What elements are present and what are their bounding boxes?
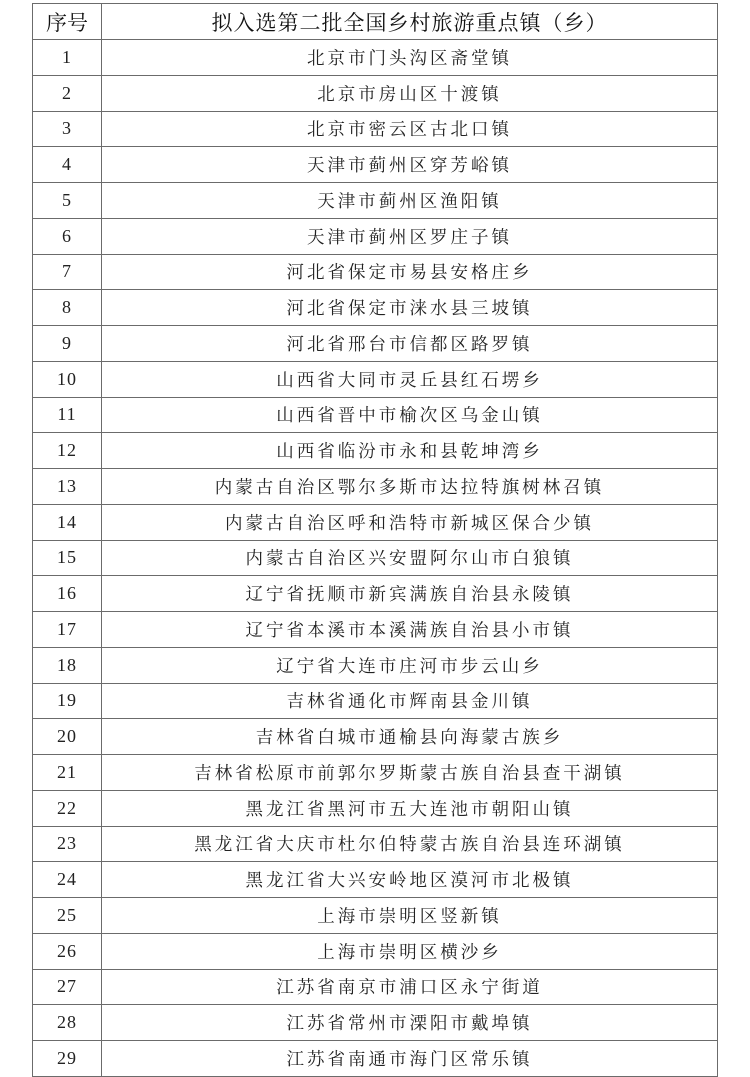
table-row [33, 290, 718, 326]
row-index: 20 [33, 719, 102, 755]
table-row [33, 1005, 718, 1041]
row-index: 1 [33, 40, 102, 76]
table-row [33, 683, 718, 719]
row-index: 13 [33, 469, 102, 505]
row-town-name: 江苏省常州市溧阳市戴埠镇 [102, 1005, 718, 1041]
rural-tourism-towns-table [32, 3, 718, 1077]
row-index: 12 [33, 433, 102, 469]
table-row [33, 361, 718, 397]
table-row [33, 254, 718, 290]
row-town-name: 吉林省通化市辉南县金川镇 [102, 683, 718, 719]
row-town-name: 内蒙古自治区鄂尔多斯市达拉特旗树林召镇 [102, 469, 718, 505]
table-row [33, 433, 718, 469]
row-index: 29 [33, 1041, 102, 1077]
row-town-name: 天津市蓟州区渔阳镇 [102, 183, 718, 219]
row-town-name: 山西省大同市灵丘县红石塄乡 [102, 361, 718, 397]
table-row [33, 469, 718, 505]
table-row [33, 969, 718, 1005]
table-row [33, 504, 718, 540]
table-row [33, 826, 718, 862]
table-row [33, 898, 718, 934]
row-town-name: 辽宁省大连市庄河市步云山乡 [102, 647, 718, 683]
row-town-name: 江苏省南京市浦口区永宁街道 [102, 969, 718, 1005]
row-town-name: 黑龙江省黑河市五大连池市朝阳山镇 [102, 790, 718, 826]
row-index: 26 [33, 933, 102, 969]
row-index: 5 [33, 183, 102, 219]
row-index: 3 [33, 111, 102, 147]
row-town-name: 吉林省松原市前郭尔罗斯蒙古族自治县查干湖镇 [102, 755, 718, 791]
table-row [33, 755, 718, 791]
table-row [33, 790, 718, 826]
row-town-name: 天津市蓟州区穿芳峪镇 [102, 147, 718, 183]
row-town-name: 天津市蓟州区罗庄子镇 [102, 218, 718, 254]
row-index: 8 [33, 290, 102, 326]
row-index: 16 [33, 576, 102, 612]
row-town-name: 河北省保定市易县安格庄乡 [102, 254, 718, 290]
row-index: 22 [33, 790, 102, 826]
row-index: 10 [33, 361, 102, 397]
table-row [33, 933, 718, 969]
table-row [33, 397, 718, 433]
row-town-name: 江苏省南通市海门区常乐镇 [102, 1041, 718, 1077]
table-row [33, 40, 718, 76]
row-town-name: 辽宁省本溪市本溪满族自治县小市镇 [102, 612, 718, 648]
table-row [33, 183, 718, 219]
row-town-name: 北京市房山区十渡镇 [102, 75, 718, 111]
row-index: 9 [33, 326, 102, 362]
row-town-name: 黑龙江省大庆市杜尔伯特蒙古族自治县连环湖镇 [102, 826, 718, 862]
table-row [33, 218, 718, 254]
row-index: 27 [33, 969, 102, 1005]
row-index: 14 [33, 504, 102, 540]
row-town-name: 上海市崇明区横沙乡 [102, 933, 718, 969]
row-index: 21 [33, 755, 102, 791]
table-row [33, 147, 718, 183]
header-title: 拟入选第二批全国乡村旅游重点镇（乡） [102, 4, 718, 40]
row-index: 28 [33, 1005, 102, 1041]
row-index: 18 [33, 647, 102, 683]
row-town-name: 河北省邢台市信都区路罗镇 [102, 326, 718, 362]
header-index: 序号 [33, 4, 102, 40]
row-town-name: 辽宁省抚顺市新宾满族自治县永陵镇 [102, 576, 718, 612]
row-town-name: 内蒙古自治区呼和浩特市新城区保合少镇 [102, 504, 718, 540]
table-row [33, 326, 718, 362]
row-town-name: 内蒙古自治区兴安盟阿尔山市白狼镇 [102, 540, 718, 576]
row-index: 24 [33, 862, 102, 898]
row-index: 11 [33, 397, 102, 433]
row-index: 4 [33, 147, 102, 183]
row-index: 7 [33, 254, 102, 290]
table-header-row [33, 4, 718, 40]
table-row [33, 111, 718, 147]
row-index: 19 [33, 683, 102, 719]
table-row [33, 540, 718, 576]
row-town-name: 山西省临汾市永和县乾坤湾乡 [102, 433, 718, 469]
row-town-name: 吉林省白城市通榆县向海蒙古族乡 [102, 719, 718, 755]
table-row [33, 576, 718, 612]
row-index: 25 [33, 898, 102, 934]
table-row [33, 862, 718, 898]
table-row [33, 75, 718, 111]
table-body [33, 40, 718, 1077]
row-town-name: 山西省晋中市榆次区乌金山镇 [102, 397, 718, 433]
row-index: 15 [33, 540, 102, 576]
row-index: 17 [33, 612, 102, 648]
row-town-name: 黑龙江省大兴安岭地区漠河市北极镇 [102, 862, 718, 898]
row-index: 2 [33, 75, 102, 111]
table-row [33, 612, 718, 648]
row-index: 23 [33, 826, 102, 862]
table-row [33, 647, 718, 683]
table-row [33, 1041, 718, 1077]
row-town-name: 北京市密云区古北口镇 [102, 111, 718, 147]
table-row [33, 719, 718, 755]
row-index: 6 [33, 218, 102, 254]
row-town-name: 河北省保定市涞水县三坡镇 [102, 290, 718, 326]
row-town-name: 北京市门头沟区斋堂镇 [102, 40, 718, 76]
row-town-name: 上海市崇明区竖新镇 [102, 898, 718, 934]
